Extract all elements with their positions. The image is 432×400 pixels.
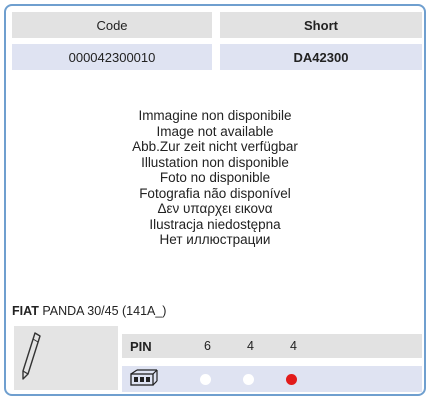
connector-row	[122, 366, 422, 392]
short-value: DA42300	[220, 44, 422, 70]
edit-icon-box[interactable]	[14, 326, 118, 390]
pin-dot-cell-1	[184, 374, 227, 385]
pin-count-1: 6	[204, 339, 211, 353]
pin-color-dot	[286, 374, 297, 385]
notice-line-el: Δεν υπαρχει εικονα	[157, 201, 273, 216]
pin-color-dot	[243, 374, 254, 385]
notice-line-es: Foto no disponible	[159, 170, 271, 185]
pin-color-dot	[200, 374, 211, 385]
notice-line-pt: Fotografia não disponível	[139, 185, 291, 201]
vehicle-make: FIAT	[12, 304, 39, 318]
pin-count-3: 4	[290, 339, 297, 353]
vehicle-description	[12, 304, 166, 318]
pencil-icon	[20, 330, 42, 387]
image-unavailable-notice	[6, 108, 424, 248]
vehicle-model: PANDA 30/45 (141A_)	[42, 304, 167, 318]
notice-line-pl: Ilustracja niedostępna	[149, 216, 281, 232]
notice-line-it: Immagine non disponibile	[138, 108, 292, 123]
short-header: Short	[220, 12, 422, 38]
connector-icon	[122, 369, 184, 389]
notice-line-de: Abb.Zur zeit nicht verfügbar	[132, 139, 298, 154]
code-value: 000042300010	[12, 44, 212, 70]
product-card	[4, 4, 426, 396]
notice-line-en: Image not available	[156, 123, 274, 139]
pin-label: PIN	[130, 338, 152, 354]
pin-dot-cell-3	[270, 374, 313, 385]
code-header: Code	[12, 12, 212, 38]
notice-line-fr: Illustation non disponible	[141, 154, 289, 170]
pin-dot-cell-2	[227, 374, 270, 385]
notice-line-ru: Нет иллюстрации	[159, 232, 271, 247]
pin-header-row	[122, 334, 422, 358]
pin-count-2: 4	[247, 339, 254, 353]
